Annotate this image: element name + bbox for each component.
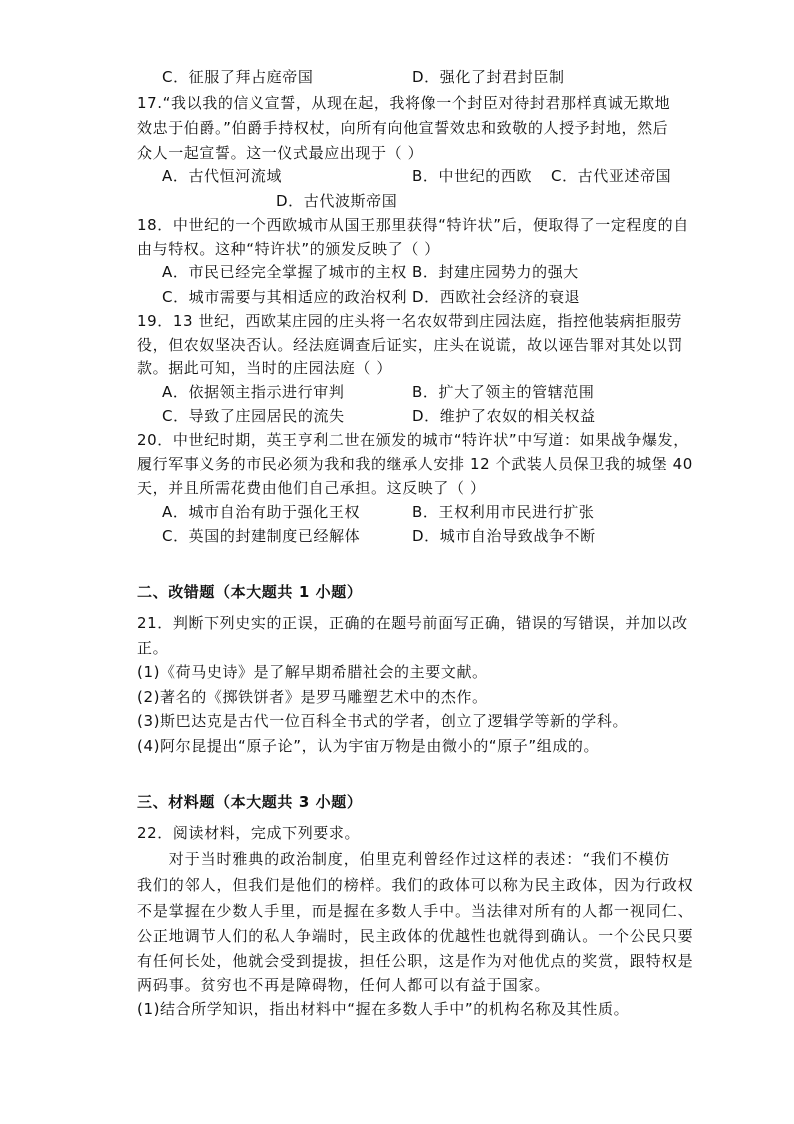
q20-stem-line-3: 天，并且所需花费由他们自己承担。这反映了（ ） — [137, 479, 486, 497]
q17-option-d: D．古代波斯帝国 — [276, 192, 398, 210]
q19-option-d: D．维护了农奴的相关权益 — [412, 407, 596, 425]
q19-option-c: C．导致了庄园居民的流失 — [162, 407, 345, 425]
q17-option-a: A．古代恒河流域 — [162, 167, 283, 185]
q22-material-line-6: 两码事。贫穷也不再是障碍物，任何人都可以有益于国家。 — [137, 976, 551, 994]
q18-option-c: C．城市需要与其相适应的政治权利 — [162, 288, 408, 306]
q18-option-a: A．市民已经完全掌握了城市的主权 — [162, 263, 407, 281]
q19-option-b: B．扩大了领主的管辖范围 — [412, 383, 595, 401]
q19-stem-line-1: 19．13 世纪，西欧某庄园的庄头将一名农奴带到庄园法庭，指控他装病拒服劳 — [137, 312, 683, 330]
q21-item-4: (4)阿尔昆提出“原子论”，认为宇宙万物是由微小的“原子”组成的。 — [137, 737, 600, 755]
q21-stem-line-2: 正。 — [137, 639, 169, 657]
q22-question-1: (1)结合所学知识，指出材料中“握在多数人手中”的机构名称及其性质。 — [137, 1000, 630, 1018]
q19-option-a: A．依据领主指示进行审判 — [162, 383, 345, 401]
q17-option-c: C．古代亚述帝国 — [551, 167, 672, 185]
section-2-heading: 二、改错题（本大题共 1 小题） — [137, 583, 363, 601]
q22-material-line-1: 对于当时雅典的政治制度，伯里克利曾经作过这样的表述：“我们不模仿 — [137, 850, 671, 868]
q18-stem-line-1: 18．中世纪的一个西欧城市从国王那里获得“特许状”后，便取得了一定程度的自 — [137, 216, 689, 234]
q16-option-c: C．征服了拜占庭帝国 — [162, 68, 314, 86]
q20-option-a: A．城市自治有助于强化王权 — [162, 503, 361, 521]
q20-stem-line-1: 20．中世纪时期，英王亨利二世在颁发的城市“特许状”中写道：如果战争爆发， — [137, 431, 689, 449]
q21-item-2: (2)著名的《掷铁饼者》是罗马雕塑艺术中的杰作。 — [137, 688, 488, 706]
q22-material-line-4: 公正地调节人们的私人争端时，民主政体的优越性也就得到确认。一个公民只要 — [137, 927, 694, 945]
q17-stem-line-3: 众人一起宣誓。这一仪式最应出现于（ ） — [137, 144, 424, 162]
q19-stem-line-3: 款。据此可知，当时的庄园法庭（ ） — [137, 359, 392, 377]
q22-material-line-5: 有任何长处，他就会受到提拔，担任公职，这是作为对他优点的奖赏，跟特权是 — [137, 952, 694, 970]
section-3-heading: 三、材料题（本大题共 3 小题） — [137, 793, 363, 811]
q16-option-d: D．强化了封君封臣制 — [412, 68, 565, 86]
q20-option-d: D．城市自治导致战争不断 — [412, 527, 596, 545]
q20-option-b: B．王权利用市民进行扩张 — [412, 503, 595, 521]
q22-intro: 22．阅读材料，完成下列要求。 — [137, 824, 361, 842]
q21-stem-line-1: 21．判断下列史实的正误，正确的在题号前面写正确，错误的写错误，并加以改 — [137, 614, 688, 632]
q22-material-line-3: 不是掌握在少数人手里，而是握在多数人手中。当法律对所有的人都一视同仁、 — [137, 902, 694, 920]
q21-item-3: (3)斯巴达克是古代一位百科全书式的学者，创立了逻辑学等新的学科。 — [137, 712, 629, 730]
q18-option-d: D．西欧社会经济的衰退 — [412, 288, 581, 306]
q20-option-c: C．英国的封建制度已经解体 — [162, 527, 361, 545]
q20-stem-line-2: 履行军事义务的市民必须为我和我的继承人安排 12 个武装人员保卫我的城堡 40 — [137, 455, 693, 473]
q18-stem-line-2: 由与特权。这种“特许状”的颁发反映了（ ） — [137, 240, 440, 258]
q21-item-1: (1)《荷马史诗》是了解早期希腊社会的主要文献。 — [137, 663, 488, 681]
q22-material-line-2: 我们的邻人，但我们是他们的榜样。我们的政体可以称为民主政体，因为行政权 — [137, 876, 694, 894]
q17-stem-line-1: 17.“我以我的信义宣誓，从现在起，我将像一个封臣对待封君那样真诚无欺地 — [137, 94, 671, 112]
q17-option-b: B．中世纪的西欧 — [412, 167, 533, 185]
q18-option-b: B．封建庄园势力的强大 — [412, 263, 579, 281]
q17-stem-line-2: 效忠于伯爵。”伯爵手持权杖，向所有向他宣誓效忠和致敬的人授予封地，然后 — [137, 119, 669, 137]
q19-stem-line-2: 役，但农奴坚决否认。经法庭调查后证实，庄头在说谎，故以诬告罪对其处以罚 — [137, 336, 684, 354]
